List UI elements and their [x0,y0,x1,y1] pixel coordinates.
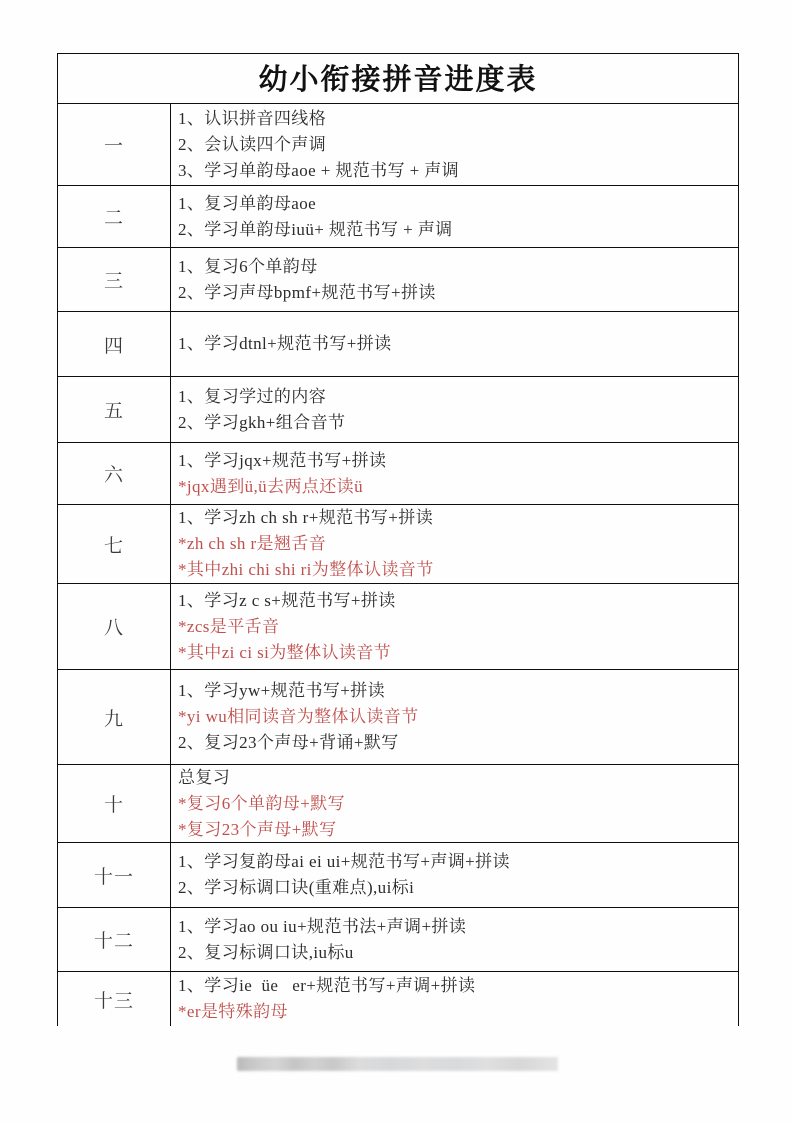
table-row [57,186,739,248]
lesson-note-red: *其中zhi chi shi ri为整体认读音节 [178,560,434,579]
week-number-cell: 十 [58,765,171,842]
week-number-cell: 七 [58,505,171,583]
table-title-row [57,53,739,104]
lesson-line: 1、学习dtnl+规范书写+拼读 [178,334,392,353]
lesson-content-cell [171,505,738,583]
week-number-cell: 五 [58,377,171,442]
lesson-note-red: *zh ch sh r是翘舌音 [178,534,327,553]
week-number-cell: 八 [58,584,171,669]
table-row [57,312,739,377]
lesson-content-cell [171,843,738,907]
week-number-cell: 二 [58,186,171,247]
table-row [57,104,739,186]
table-row [57,670,739,765]
schedule-rows [57,104,739,1026]
week-number-cell: 三 [58,248,171,311]
lesson-line: 1、复习6个单韵母 [178,256,318,276]
lesson-note-red: *er是特殊韵母 [178,1002,288,1021]
lesson-note-red: *yi wu相同读音为整体认读音节 [178,707,419,726]
lesson-line: 2、会认读四个声调 [178,134,327,154]
lesson-note-red: *复习23个声母+默写 [178,819,337,839]
table-row [57,505,739,584]
table-row [57,584,739,670]
table-row [57,972,739,1026]
lesson-line: 2、学习单韵母iuü+ 规范书写 + 声调 [178,219,453,239]
lesson-content-cell [171,670,738,764]
lesson-line: 1、学习复韵母ai ei ui+规范书写+声调+拼读 [178,852,510,871]
lesson-content-cell [171,584,738,669]
lesson-line: 1、学习zh ch sh r+规范书写+拼读 [178,508,434,527]
pinyin-schedule-table [57,53,739,1026]
lesson-line: 1、认识拼音四线格 [178,108,327,128]
lesson-line: 2、学习声母bpmf+规范书写+拼读 [178,282,436,302]
lesson-content-cell [171,443,738,504]
table-row [57,908,739,972]
lesson-content-cell [171,972,738,1026]
redacted-watermark [237,1057,558,1071]
lesson-note-red: *复习6个单韵母+默写 [178,793,345,813]
table-row [57,377,739,443]
lesson-line: 2、复习23个声母+背诵+默写 [178,733,399,752]
lesson-content-cell [171,248,738,311]
lesson-content-cell [171,312,738,376]
week-number-cell: 十三 [58,972,171,1026]
lesson-line: 1、复习学过的内容 [178,386,327,406]
week-number-cell: 九 [58,670,171,764]
lesson-content-cell [171,186,738,247]
lesson-line: 1、学习ao ou iu+规范书法+声调+拼读 [178,916,467,936]
page-title: 幼小衔接拼音进度表 [258,62,538,96]
lesson-line: 1、学习z c s+规范书写+拼读 [178,590,396,610]
week-number-cell: 四 [58,312,171,376]
lesson-line: 1、学习jqx+规范书写+拼读 [178,450,387,470]
lesson-line: 1、学习ie üe er+规范书写+声调+拼读 [178,976,476,995]
lesson-note-red: *jqx遇到ü,ü去两点还读ü [178,476,363,496]
week-number-cell: 十二 [58,908,171,971]
week-number-cell: 六 [58,443,171,504]
table-row [57,443,739,505]
lesson-line: 2、学习gkh+组合音节 [178,412,346,432]
lesson-content-cell [171,765,738,842]
lesson-line: 1、学习yw+规范书写+拼读 [178,681,386,700]
lesson-line: 2、学习标调口诀(重难点),ui标i [178,878,415,897]
lesson-line: 1、复习单韵母aoe [178,193,317,213]
lesson-note-red: *zcs是平舌音 [178,616,280,636]
table-row [57,765,739,843]
table-row [57,248,739,312]
week-number-cell: 一 [58,104,171,185]
lesson-content-cell [171,104,738,185]
lesson-content-cell [171,908,738,971]
lesson-line: 总复习 [178,767,231,787]
lesson-line: 3、学习单韵母aoe + 规范书写 + 声调 [178,160,460,180]
lesson-line: 2、复习标调口诀,iu标u [178,942,354,962]
week-number-cell: 十一 [58,843,171,907]
lesson-content-cell [171,377,738,442]
lesson-note-red: *其中zi ci si为整体认读音节 [178,642,392,662]
table-row [57,843,739,908]
